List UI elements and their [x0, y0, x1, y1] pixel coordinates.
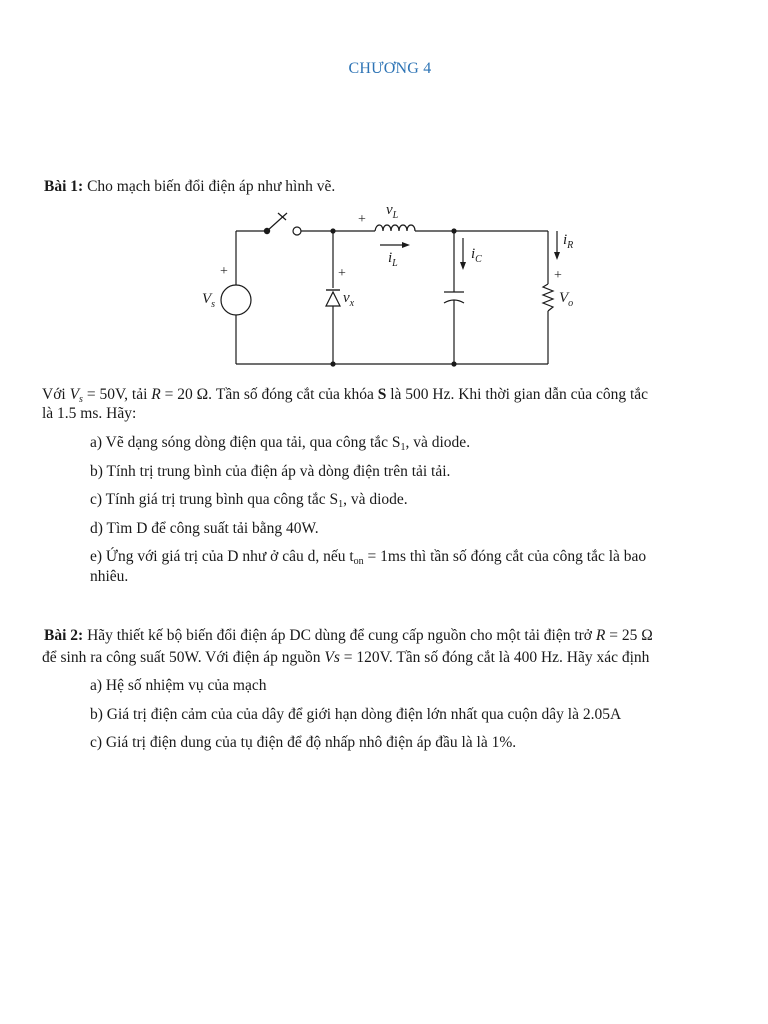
switch-open-contact	[293, 227, 301, 235]
bai1-heading: Bài 1:	[44, 178, 84, 195]
vo-plus-sign: +	[554, 268, 562, 283]
bai1-heading-line	[44, 178, 335, 196]
bai1-item-c: c) Tính giá trị trung bình qua công tắc $S_1$, và diode.	[90, 491, 408, 510]
junction-dot	[330, 228, 335, 233]
bai1-given-line1: Với $V_s = 50V$, tải R = 20 Ω. Tần số đóng cắt của khóa S là 500 Hz. Khi thời gian dẫn của công tắc	[42, 386, 649, 405]
bai1-intro: Cho mạch biến đổi điện áp như hình vẽ.	[83, 178, 336, 195]
bai2-line2: để sinh ra công suất 50W. Với điện áp nguồn Vs = 120V. Tần số đóng cắt là 400 Hz. Hãy xác định	[42, 649, 650, 666]
bai2-item-c: c) Giá trị điện dung của tụ điện để độ nhấp nhô điện áp đầu là là 1%.	[90, 734, 517, 751]
ir-arrow-head	[554, 252, 560, 260]
switch-handle	[278, 213, 286, 220]
bai1-item-a: a) Vẽ dạng sóng dòng điện qua tải, qua công tắc $S_1$, và diode.	[90, 434, 471, 453]
bai1-given-line2: là 1.5 ms. Hãy:	[42, 405, 137, 422]
bai1-item-d: d) Tìm D để công suất tải bằng 40W.	[90, 520, 319, 537]
inductor-symbol	[375, 225, 415, 231]
diode-symbol	[326, 292, 340, 306]
bai1-item-e: e) Ứng với giá trị của D như ở câu d, nếu $t_{on} = 1ms$ thì tần số đóng cắt của công tắc là bao	[90, 548, 647, 567]
switch-pivot-dot	[264, 228, 270, 234]
vx-plus-sign: +	[338, 266, 346, 281]
switch-blade	[267, 213, 287, 231]
junction-dot	[451, 228, 456, 233]
ic-label: $i_C$	[471, 246, 482, 265]
buck-converter-circuit-diagram	[190, 200, 590, 375]
bai1-item-b: b) Tính trị trung bình của điện áp và dòng điện trên tải tải.	[90, 463, 451, 480]
bai2-item-a: a) Hệ số nhiệm vụ của mạch	[90, 677, 267, 694]
vs-label: $V_s$	[202, 291, 216, 310]
bai2-line1: Bài 2: Hãy thiết kế bộ biến đổi điện áp DC dùng để cung cấp nguồn cho một tải điện trở R = 25 Ω	[44, 627, 653, 644]
chapter-title: CHƯƠNG 4	[348, 60, 432, 77]
ic-arrow-head	[460, 262, 466, 270]
il-label: $i_L$	[388, 250, 398, 269]
bai1-item-e-line2: nhiêu.	[90, 568, 129, 585]
vl-label: $v_L$	[386, 202, 399, 221]
il-arrow-head	[402, 242, 410, 248]
bai2-heading: Bài 2:	[44, 627, 84, 644]
ir-label: $i_R$	[563, 232, 574, 251]
vs-plus-sign: +	[220, 264, 228, 279]
vo-label: $V_o$	[559, 290, 574, 309]
resistor-symbol	[543, 284, 553, 311]
vl-plus-sign: +	[358, 212, 366, 227]
voltage-source-symbol	[221, 285, 251, 315]
vx-label: $v_x$	[343, 290, 355, 309]
junction-dot	[451, 361, 456, 366]
junction-dot	[330, 361, 335, 366]
bai2-item-b: b) Giá trị điện cảm của của dây để giới hạn dòng điện lớn nhất qua cuộn dây là 2.05A	[90, 706, 622, 723]
